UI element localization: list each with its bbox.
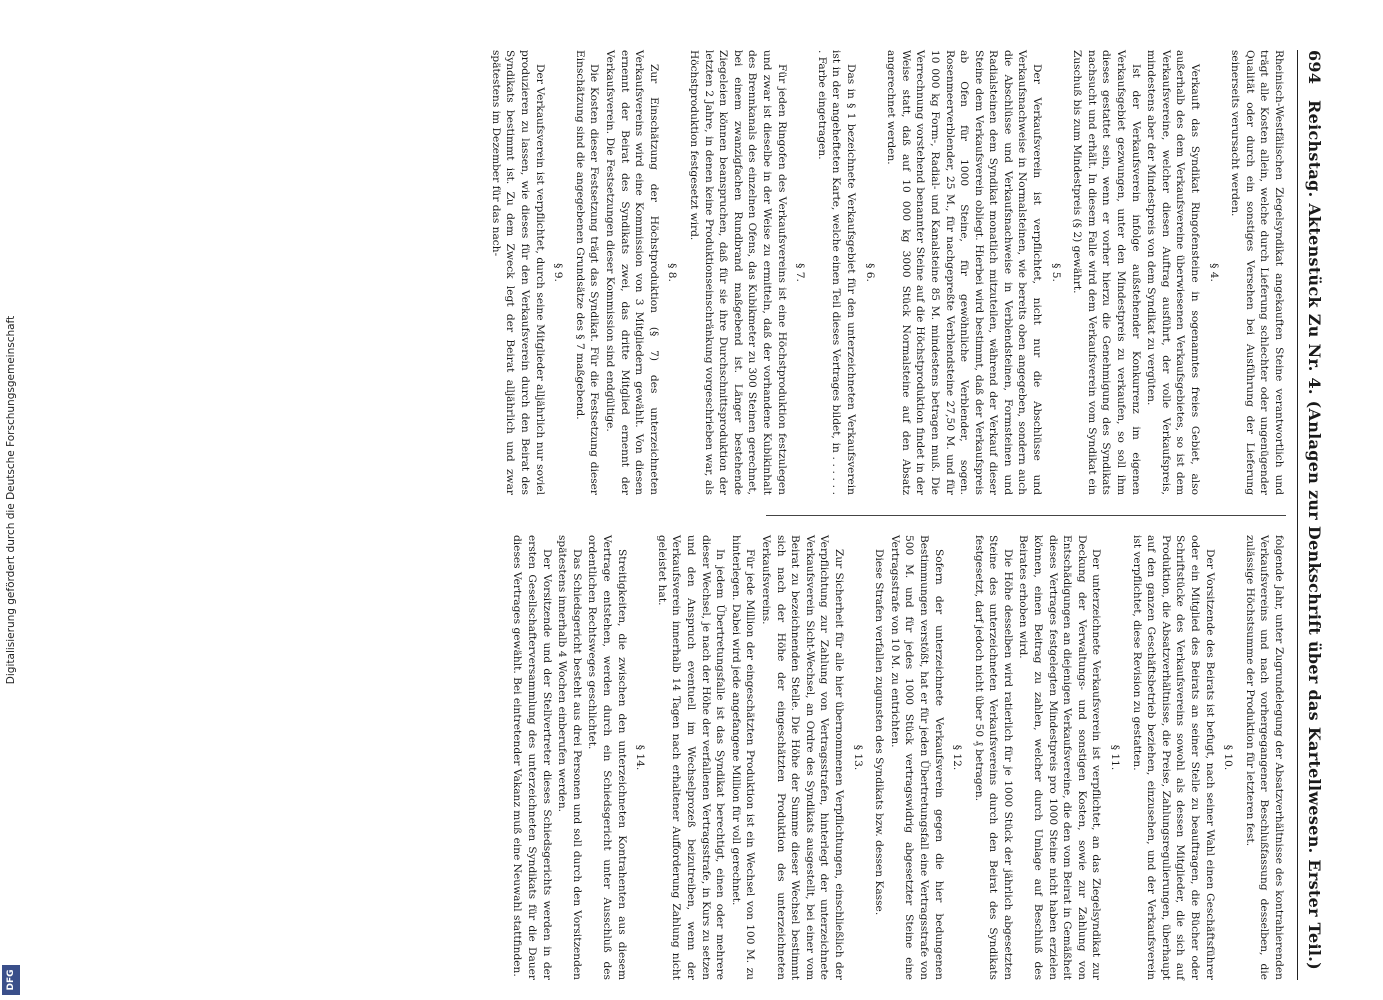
column-divider [766, 515, 1286, 516]
section-heading: § 14. [634, 744, 647, 771]
section-heading: § 12. [951, 744, 964, 771]
paragraph: In jedem Übertretungsfalle ist das Syndikat berechtigt, einen oder mehrere dieser Wechsel, je nach der Höhe der verfallenen Vertragsstrafe, in Kurs zu setzen und den Anspruch eventuell im Wechselprozeß beizutreiben, wenn der Verkaufsverein innerhalb 14 Tagen nach erhaltener Aufforderung Zahlung nicht geleistet hat. [655, 535, 727, 980]
page-title: Reichstag. Aktenstück Zu Nr. 4. (Anlagen zur Denkschrift über das Kartellwesen. Erster Teil.) [1305, 100, 1324, 971]
paragraph: Rheinisch-Westfälischen Ziegelsyndikat angekauften Steine verantwortlich und trägt alle Kosten allein, welche durch Lieferung schlechter oder ungenügender Qualität oder durch ein sonstiges Versehen bei Ausführung der Lieferung seinerseits verursacht werden. [1229, 50, 1285, 495]
section-heading: § 5. [1049, 263, 1062, 282]
page-number: 694 [1305, 50, 1324, 85]
paragraph: Der Verkaufsverein ist verpflichtet, nicht nur die Abschlüsse und Verkaufsnachweise in Normalsteinen, wie bereits oben angegeben, sondern auch die Abschlüsse und Verkaufsnachweise in Verblendsteinen, Formsteinen und Radialsteinen dem Syndikat monatlich mitzuteilen, während der Verkauf dieser Steine dem Verkaufsverein obliegt. Hierbei wird bestimmt, daß der Verkaufspreis ab Ofen für 1000 Steine, für gewöhnliche Verblender, sogen. Rosenmeerverblender, 25 M., für nachgepreßte Verblendsteine 27,50 M. und für 10 000 kg Form-, Radial- und Kanalsteine 85 M. mindestens betragen muß. Die Verrechnung vorstehend benannter Steine auf die Höchstproduktion findet in der Weise statt, daß auf 10 000 kg 3000 Stück Normalsteine auf den Absatz angerechnet werden. [885, 50, 1044, 495]
document-page [40, 50, 1330, 980]
footer-note-text: Digitalisierung gefördert durch die Deutsche Forschungsgemeinschaft [5, 315, 17, 685]
paragraph: Sofern der unterzeichnete Verkaufsverein gegen die hier bedungenen Bestimmungen verstößt, hat er für jeden Übertretungsfall eine Vertragsstrafe von 500 M. und für jedes 1000 Stück vertragswidrig abgesetzter Steine eine Vertragsstrafe von 10 M. zu entrichten. [888, 535, 945, 980]
page-header [1297, 50, 1330, 980]
paragraph: Der Verkaufsverein ist verpflichtet, durch seine Mitglieder alljährlich nur soviel produzieren zu lassen, wie dieses für den Verkaufsverein durch den Beirat des Syndikats bestimmt ist. Zu dem Zweck legt der Beirat alljährlich und zwar spätestens im Dezember für das nach- [489, 50, 546, 495]
paragraph: Das Schiedsgericht besteht aus drei Personen und soll durch den Vorsitzenden spätestens innerhalb 4 Wochen einberufen werden. [556, 535, 583, 980]
paragraph: Zur Sicherheit für alle hier übernommenen Verpflichtungen, einschließlich der Verpflichtung zur Zahlung von Vertragsstrafen, hinterlegt der unterzeichnete Verkaufsverein Sicht-Wechsel, an Ordre des Syndikats ausgestellt, bei einer vom Beirat zu bezeichnenden Stelle. Die Höhe der Summe dieser Wechsel bestimmt sich nach der Höhe der eingeschätzten Produktion des unterzeichneten Verkaufsvereins. [760, 535, 845, 980]
paragraph: Der Vorsitzende und der Stellvertreter dieses Schiedsgerichts werden in der ersten Gesellschafterversammlung des unterzeichneten Syndikats für die Dauer dieses Vertrages gewählt. Bei eintretender Vakanz muß eine Neuwahl stattfinden. [511, 535, 553, 980]
section-heading: § 9. [552, 263, 565, 282]
section-heading: § 7. [794, 263, 807, 282]
section-heading: § 13. [851, 744, 864, 771]
paragraph: Verkauft das Syndikat Ringofensteine in sogenanntes freies Gebiet, also außerhalb des dem Verkaufsvereine überwiesenen Verkaufsgebietes, so ist dem Verkaufsvereine, welcher diesen Auftrag ausführt, der volle Verkaufspreis, mindestens aber der Mindestpreis von dem Syndikat zu vergüten. [1145, 50, 1202, 495]
paragraph: Der Vorsitzende des Beirats ist befugt, nach seiner Wahl einen Geschäftsführer oder ein Mitglied des Beirats an seiner Stelle zu beauftragen, die Bücher oder Schriftstücke des Verkaufsvereins sowohl als dessen Mitglieder, die sich auf Produktion, die Absatzverhältnisse, die Preise, Zahlungsregulierungen, überhaupt auf den ganzen Geschäftsbetrieb beziehen, einzusehen, und der Verkaufsverein ist verpflichtet, diese Revision zu gestatten. [1130, 535, 1216, 980]
dfg-logo [2, 965, 20, 995]
paragraph: Die Höhe desselben wird ratierlich für je 1000 Stück der jährlich abgesetzten Steine des unterzeichneten Verkaufsvereins durch den Beirat des Syndikats festgesetzt, darf jedoch nicht über 50 ₰ betragen. [972, 535, 1014, 980]
left-column [487, 50, 1286, 495]
paragraph: Die Kosten dieser Festsetzung trägt das Syndikat. Für die Festsetzung dieser Einschätzung sind die angegebenen Grundsätze des § 7 maßgebend. [573, 50, 601, 495]
right-column [509, 535, 1286, 980]
section-heading: § 8. [666, 263, 679, 282]
paragraph: Für jede Million der eingeschätzten Produktion ist ein Wechsel von 100 M. zu hinterlegen. Dabei wird jede angefangene Million für voll gerechnet. [729, 535, 757, 980]
section-heading: § 6. [863, 263, 876, 282]
section-heading: § 4. [1207, 263, 1220, 282]
paragraph: Zur Einschätzung der Höchstproduktion (§ 7) des unterzeichneten Verkaufsvereins wird eine Kommission von 3 Mitgliedern gewählt. Von diesen ernennt der Beirat des Syndikats zwei, das dritte Mitglied ernennt der Verkaufsverein. Die Festsetzungen dieser Kommission sind endgültige. [604, 50, 660, 495]
section-heading: § 11. [1109, 744, 1122, 771]
paragraph: Ist der Verkaufsverein infolge außstehender Konkurrenz im eigenen Verkaufsgebiet gezwungen, unter den Mindestpreis zu verkaufen, so soll ihm dieses gestattet sein, wenn er vorher hierzu die Genehmigung des Syndikats nachsucht und erhält. In diesem Falle wird dem Verkaufsverein vom Syndikat ein Zuschuß bis zum Mindestpreis (§ 2) gewährt. [1071, 50, 1142, 495]
paragraph: Diese Strafen verfallen zugunsten des Syndikats bzw. dessen Kasse. [873, 549, 886, 916]
paragraph: Für jeden Ringofen des Verkaufsvereins ist eine Höchstproduktion festzulegen und zwar ist dieselbe in der Weise zu ermitteln, daß der vorhandene Kubikinhalt des Brennkanals des einzelnen Ofens, das Kubikmeter zu 300 Steinen gerechnet, bei einem zwanzigfachen Rundbrand maßgebend ist. Länger bestehende Ziegeleien können beanspruchen, daß für sie ihre Durchschnittsproduktion der letzten 2 Jahre, in denen keine Produktionseinschränkung vorgeschrieben war, als Höchstproduktion festgesetzt wird. [688, 50, 788, 495]
section-heading: § 10. [1222, 744, 1235, 771]
paragraph: Streitigkeiten, die zwischen den unterzeichneten Kontrahenten aus diesem Vertrage entstehen, werden durch ein Schiedsgericht unter Ausschluß des ordentlichen Rechtsweges geschlichtet. [586, 535, 628, 980]
paragraph: folgende Jahr, unter Zugrundelegung der Absatzverhältnisse des kontrahierenden Verkaufsvereins und nach vorhergegangener Beschlußfassung desselben, die zulässige Höchstsumme der Produktion für letzteren fest. [1243, 535, 1285, 980]
dfg-logo-text: DFG [6, 969, 16, 991]
paragraph: Der unterzeichnete Verkaufsverein ist verpflichtet, an das Ziegelsyndikat zur Deckung der Verwaltungs- und sonstigen Kosten, sowie zur Zahlung von Entschädigungen an diejenigen Verkaufsvereine, die den vom Beirat in Gemäßheit dieses Vertrages festgelegten Mindestpreis pro 1000 Steine nicht haben erzielen können, einen Beitrag zu zahlen, welcher durch Umlage auf Beschluß des Beirates erhoben wird. [1017, 535, 1103, 980]
paragraph: Das in § 1 bezeichnete Verkaufsgebiet für den unterzeichneten Verkaufsverein ist in der angehefteten Karte, welche einen Teil dieses Vertrages bildet, in . . . . . . . Farbe eingetragen. [815, 50, 857, 495]
footer-note [0, 0, 22, 1000]
